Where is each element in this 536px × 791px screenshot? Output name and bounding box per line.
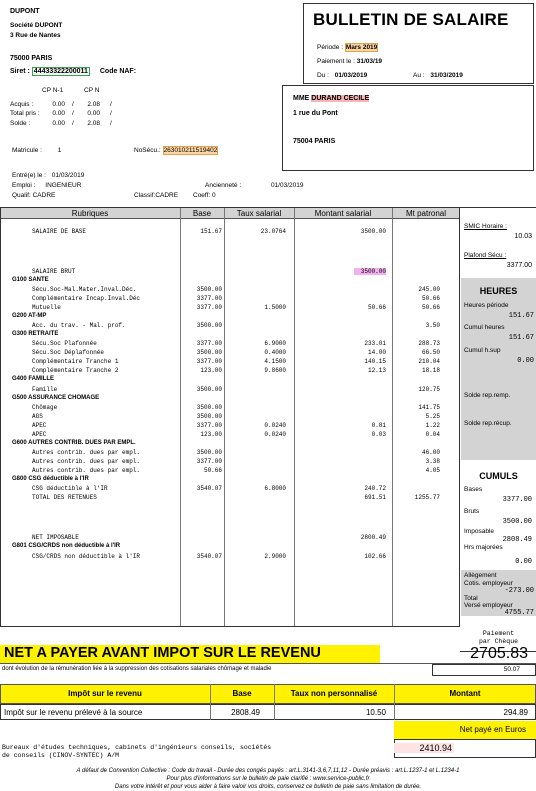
cp-row	[10, 120, 150, 129]
line-base: 3500.00	[196, 349, 222, 356]
line-patronal: 120.75	[418, 386, 440, 393]
line-label: Autres contrib. dues par empl.	[32, 458, 141, 465]
line-patronal: 1255.77	[414, 494, 440, 501]
employer-street: 3 Rue de Nantes	[10, 32, 61, 39]
cotis-employeur-label: Cotis. employeur	[464, 580, 513, 587]
impot-col-base: Base	[232, 689, 252, 698]
cp-row-sep: /	[72, 120, 74, 127]
line-patronal: 288.73	[418, 340, 440, 347]
line-label: CSG/CRDS non déductible à l'IR	[32, 553, 141, 560]
cumul-heures-value: 151.67	[508, 334, 534, 342]
employee-street: 1 rue du Pont	[293, 110, 338, 117]
cumul-heures-label: Cumul heures	[464, 324, 505, 331]
imposable-label: Imposable	[464, 528, 494, 535]
line-montant: 140.15	[364, 358, 386, 365]
paiement-mode-value: par Chèque	[478, 638, 518, 645]
line-patronal: 0.04	[425, 431, 440, 438]
line-label: Chômage	[32, 404, 58, 411]
line-base: 50.66	[203, 467, 222, 474]
classif-line: Classif:CADRE	[134, 192, 179, 199]
line-patronal: 46.00	[421, 449, 440, 456]
line-patronal: 4.05	[425, 467, 440, 474]
line-label: Famille	[32, 386, 58, 393]
convention-text: Bureaux d'études techniques, cabinets d'ingénieurs conseils, sociétés de conseils (CINOV-SYNTEC) A/M	[2, 744, 272, 759]
plafond-label: Plafond Sécu :	[464, 252, 507, 259]
cp-row-n: 0.00	[87, 110, 100, 117]
section-heading: G500 ASSURANCE CHOMAGE	[12, 395, 100, 401]
employee-city: 75004 PARIS	[293, 138, 336, 145]
hrs-majorees-label: Hrs majorées	[464, 544, 503, 551]
net-label: NET A PAYER AVANT IMPOT SUR LE REVENU	[4, 645, 321, 661]
impot-row-base: 2808.49	[231, 708, 260, 717]
divider	[224, 208, 225, 626]
line-patronal: 18.18	[421, 367, 440, 374]
impot-col-label: Impôt sur le revenu	[68, 689, 142, 698]
line-base: 3377.00	[196, 304, 222, 311]
line-montant: 2800.49	[360, 534, 386, 541]
line-montant: 3500.00	[360, 228, 386, 235]
cp-row-n: 2.08	[87, 120, 100, 127]
siret-value: 44433322200011	[33, 68, 88, 75]
verse-employeur-value: 4755.77	[504, 609, 534, 617]
cumuls-title: CUMULS	[479, 471, 518, 481]
line-base: 3540.07	[196, 485, 222, 492]
cp-row-sep: /	[110, 101, 112, 108]
divider	[294, 208, 295, 626]
cp-row-n1: 0.00	[52, 120, 65, 127]
total-label: Total	[464, 595, 478, 602]
line-taux: 1.5000	[264, 304, 286, 311]
bruts-value: 3500.00	[502, 518, 532, 526]
line-montant: 240.72	[364, 485, 386, 492]
entree-line: Entré(e) le : 01/03/2019	[12, 172, 85, 179]
nosecu-value: 263010211519402	[163, 147, 218, 154]
col-taux: Taux salarial	[236, 209, 282, 218]
line-taux: 0.4000	[264, 349, 286, 356]
nosecu-line: NoSécu.: 263010211519402	[134, 147, 218, 154]
line-label: SALAIRE DE BASE	[32, 228, 87, 235]
plafond-value: 3377.00	[506, 262, 532, 269]
line-base: 3500.00	[196, 449, 222, 456]
cp-row-n: 2.08	[87, 101, 100, 108]
section-heading: G600 AUTRES CONTRIB. DUES PAR EMPL.	[12, 440, 136, 446]
hrs-majorees-value: 0.00	[515, 558, 532, 566]
cumul-hsup-value: 0.00	[517, 357, 534, 365]
line-label: Sécu.Soc Déplafonnée	[32, 349, 105, 356]
anciennete-line: Ancienneté : 01/03/2019	[205, 182, 304, 189]
line-base: 3377.00	[196, 340, 222, 347]
line-label: TOTAL DES RETENUES	[32, 494, 97, 501]
line-base: 3377.00	[196, 422, 222, 429]
imposable-value: 2808.49	[502, 536, 532, 544]
line-taux: 0.0240	[264, 422, 286, 429]
line-base: 3377.00	[196, 458, 222, 465]
smic-value: 10.03	[514, 233, 532, 240]
cp-row-sep: /	[110, 120, 112, 127]
verse-employeur-label: Versé employeur	[464, 602, 513, 609]
smic-label: SMIC Horaire :	[464, 223, 507, 230]
col-montant: Montant salarial	[314, 209, 372, 218]
line-taux: 6.9000	[264, 340, 286, 347]
line-patronal: 5.25	[425, 413, 440, 420]
impot-row-taux: 10.50	[365, 708, 386, 717]
bases-label: Bases	[464, 486, 483, 493]
coeff-line: Coeff: 0	[193, 192, 216, 199]
heures-periode-value: 151.67	[508, 312, 534, 320]
paiement-line: Paiement le : 31/03/19	[317, 58, 383, 65]
line-label: Autres contrib. dues par empl.	[32, 467, 141, 474]
line-label: Autres contrib. dues par empl.	[32, 449, 141, 456]
line-base: 3500.00	[196, 404, 222, 411]
line-patronal: 3.50	[425, 322, 440, 329]
section-heading: G300 RETRAITE	[12, 331, 59, 337]
heures-periode-label: Heures période	[464, 302, 509, 309]
line-patronal: 3.38	[425, 458, 440, 465]
section-heading: G800 CSG déductible à l'IR	[12, 476, 89, 482]
line-base: 3500.00	[196, 386, 222, 393]
cumul-hsup-label: Cumul h.sup	[464, 347, 501, 354]
emploi-line: Emploi : INGENIEUR	[12, 182, 82, 189]
line-label: Acc. du trav. - Mal. prof.	[32, 322, 126, 329]
line-montant: 14.00	[367, 349, 386, 356]
line-patronal: 50.66	[421, 295, 440, 302]
line-label: APEC	[32, 422, 47, 429]
footer-line-1: A défaut de Convention Collective : Code du travail - Durée des congés payés : art.L.3141-3,6,7,11,12 - Durée préavis : art.L.1237-1 et L.1234-1	[76, 768, 460, 774]
bruts-label: Bruts	[464, 508, 480, 515]
line-base: 3500.00	[196, 413, 222, 420]
heures-title: HEURES	[479, 286, 518, 296]
solde-remp-label: Solde rep.remp.	[464, 392, 511, 399]
line-label: SALAIRE BRUT	[32, 268, 76, 275]
cp-row	[10, 101, 150, 110]
line-montant: 50.66	[367, 304, 386, 311]
cp-row-label: Acquis :	[10, 101, 34, 108]
line-label: Complémentaire Tranche 1	[32, 358, 119, 365]
line-base: 123.00	[200, 431, 222, 438]
line-label: Complémentaire Tranche 2	[32, 367, 119, 374]
line-label: Mutuelle	[32, 304, 61, 311]
employer-city: 75000 PARIS	[10, 55, 53, 62]
line-label: Complémentaire Incap.Inval.Déc	[32, 295, 141, 302]
cp-n-header: CP N	[84, 87, 100, 94]
line-montant: 0.81	[371, 422, 386, 429]
line-taux: 0.0240	[264, 431, 286, 438]
bases-value: 3377.00	[502, 496, 532, 504]
impot-col-montant: Montant	[449, 689, 481, 698]
au-line: Au : 31/03/2019	[413, 72, 463, 79]
cp-row-n1: 0.00	[52, 110, 65, 117]
employee-name-line: MME DURAND CECILE	[293, 95, 370, 102]
line-montant: 12.13	[367, 367, 386, 374]
qualif-line: Qualif: CADRE	[12, 192, 56, 199]
line-montant: 233.01	[364, 340, 386, 347]
net-paye-value: 2410.94	[394, 743, 454, 753]
col-patronal: Mt patronal	[405, 209, 447, 218]
line-label: Sécu.Soc Plafonnée	[32, 340, 97, 347]
line-patronal: 66.50	[421, 349, 440, 356]
line-base: 3500.00	[196, 322, 222, 329]
line-base: 3377.00	[196, 295, 222, 302]
solde-recup-label: Solde rep.récup.	[464, 420, 512, 427]
line-base: 3540.07	[196, 553, 222, 560]
cp-row	[10, 110, 150, 119]
line-patronal: 245.00	[418, 286, 440, 293]
evolution-value: 50.07	[503, 666, 520, 673]
line-base: 151.67	[200, 228, 222, 235]
cotis-employeur-value: -273.00	[504, 587, 534, 595]
net-value: 2705.83	[470, 645, 528, 662]
line-taux: 9.8600	[264, 367, 286, 374]
line-patronal: 50.66	[421, 304, 440, 311]
line-taux: 6.8000	[264, 485, 286, 492]
cp-row-label: Solde :	[10, 120, 31, 127]
line-label: AGS	[32, 413, 43, 420]
cp-row-n1: 0.00	[52, 101, 65, 108]
section-heading: G801 CSG/CRDS non déductible à l'IR	[12, 543, 121, 549]
line-montant: 3500.00	[354, 268, 386, 275]
siret-line: Siret : 44433322200011 Code NAF:	[10, 68, 137, 75]
allegement-label: Allègement	[464, 572, 497, 579]
impot-row-label: Impôt sur le revenu prélevé à la source	[4, 708, 143, 717]
line-label: CSG déductible à l'IR	[32, 485, 108, 492]
periode-line: Période : Mars 2019	[317, 44, 378, 51]
cp-row-label: Total pris :	[10, 110, 40, 117]
section-heading: G100 SANTE	[12, 277, 49, 283]
line-patronal: 141.75	[418, 404, 440, 411]
col-rubriques: Rubriques	[71, 209, 109, 218]
line-montant: 0.03	[371, 431, 386, 438]
page-title: BULLETIN DE SALAIRE	[313, 10, 509, 29]
line-taux: 4.1500	[264, 358, 286, 365]
employee-name: DURAND CECILE	[311, 95, 370, 102]
footer-line-2: Pour plus d'informations sur le bulletin de paie clarifié : www.service-public.fr	[166, 776, 370, 782]
employer-name: DUPONT	[10, 8, 40, 15]
impot-row-montant: 294.89	[503, 708, 528, 717]
matricule-line: Matricule : 1	[12, 147, 62, 154]
cp-n1-header: CP N-1	[42, 87, 64, 94]
evolution-text: dont évolution de la rémunération liée à la suppression des cotisations salariales chômage et maladie	[2, 666, 272, 672]
line-montant: 102.66	[364, 553, 386, 560]
line-base: 3500.00	[196, 286, 222, 293]
line-patronal: 210.04	[418, 358, 440, 365]
line-montant: 691.51	[364, 494, 386, 501]
line-patronal: 1.22	[425, 422, 440, 429]
line-label: Sécu.Soc-Mal.Mater.Inval.Déc.	[32, 286, 137, 293]
employer-company: Société DUPONT	[10, 22, 63, 29]
line-base: 123.00	[200, 367, 222, 374]
col-base: Base	[192, 209, 212, 218]
paiement-mode-label: Paiement	[482, 630, 515, 637]
periode-value: Mars 2019	[345, 44, 378, 51]
line-taux: 2.9000	[264, 553, 286, 560]
section-heading: G400 FAMILLE	[12, 376, 55, 382]
cp-row-sep: /	[72, 101, 74, 108]
cp-row-sep: /	[110, 110, 112, 117]
impot-col-taux: Taux non personnalisé	[290, 689, 378, 698]
net-paye-label: Net payé en Euros	[459, 725, 526, 734]
line-label: NET IMPOSABLE	[32, 534, 79, 541]
du-line: Du : 01/03/2019	[317, 72, 368, 79]
line-base: 3377.00	[196, 358, 222, 365]
line-label: APEC	[32, 431, 47, 438]
cp-row-sep: /	[72, 110, 74, 117]
footer-line-3: Dans votre intérêt et pour vous aider à faire valoir vos droits, conservez ce bulletin de paie sans limitation de durée.	[114, 784, 422, 790]
line-taux: 23.0764	[260, 228, 286, 235]
section-heading: G200 AT-MP	[12, 313, 47, 319]
